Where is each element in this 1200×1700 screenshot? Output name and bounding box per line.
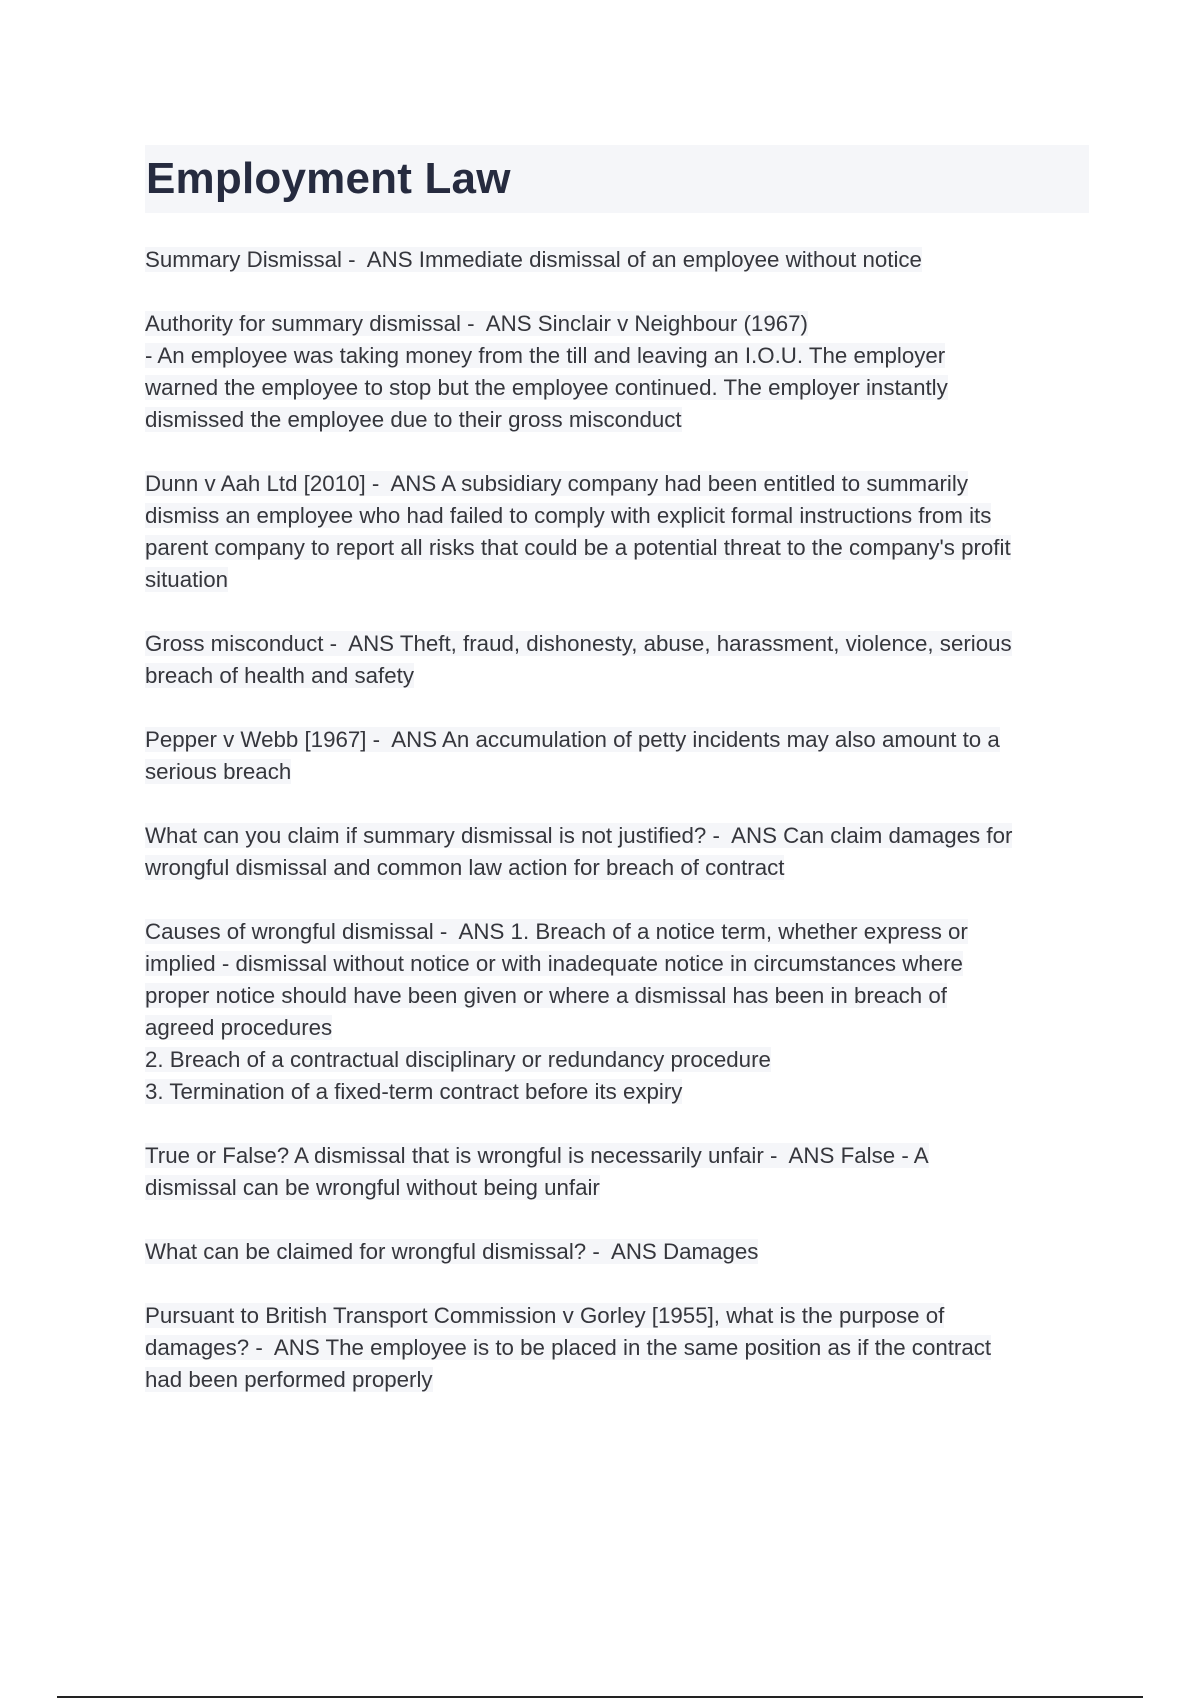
qa-line: What can be claimed for wrongful dismissal? - ANS Damages xyxy=(145,1239,759,1264)
qa-item xyxy=(145,820,1089,884)
qa-line: parent company to report all risks that could be a potential threat to the company's profit xyxy=(145,535,1011,560)
qa-line: Gross misconduct - ANS Theft, fraud, dishonesty, abuse, harassment, violence, serious xyxy=(145,631,1012,656)
title-bar xyxy=(145,145,1089,213)
qa-line: agreed procedures xyxy=(145,1015,333,1040)
qa-item xyxy=(145,244,1089,276)
qa-item xyxy=(145,308,1089,436)
qa-line: dismiss an employee who had failed to comply with explicit formal instructions from its xyxy=(145,503,992,528)
qa-line: What can you claim if summary dismissal is not justified? - ANS Can claim damages for xyxy=(145,823,1013,848)
footer-divider xyxy=(57,1696,1143,1698)
qa-line: Pepper v Webb [1967] - ANS An accumulation of petty incidents may also amount to a xyxy=(145,727,1000,752)
qa-line: had been performed properly xyxy=(145,1367,433,1392)
qa-line: wrongful dismissal and common law action for breach of contract xyxy=(145,855,785,880)
qa-line: serious breach xyxy=(145,759,292,784)
qa-line: Summary Dismissal - ANS Immediate dismissal of an employee without notice xyxy=(145,247,922,272)
qa-item xyxy=(145,1236,1089,1268)
qa-line: - An employee was taking money from the till and leaving an I.O.U. The employer xyxy=(145,343,946,368)
qa-item xyxy=(145,468,1089,596)
qa-line: dismissed the employee due to their gross misconduct xyxy=(145,407,682,432)
qa-line: 3. Termination of a fixed-term contract before its expiry xyxy=(145,1079,683,1104)
qa-line: warned the employee to stop but the employee continued. The employer instantly xyxy=(145,375,948,400)
qa-line: implied - dismissal without notice or with inadequate notice in circumstances where xyxy=(145,951,963,976)
qa-item xyxy=(145,916,1089,1108)
qa-list xyxy=(145,244,1089,1428)
qa-item xyxy=(145,1140,1089,1204)
qa-line: 2. Breach of a contractual disciplinary or redundancy procedure xyxy=(145,1047,771,1072)
qa-item xyxy=(145,724,1089,788)
qa-item xyxy=(145,1300,1089,1396)
qa-line: Pursuant to British Transport Commission v Gorley [1955], what is the purpose of xyxy=(145,1303,945,1328)
qa-line: Dunn v Aah Ltd [2010] - ANS A subsidiary company had been entitled to summarily xyxy=(145,471,968,496)
qa-item xyxy=(145,628,1089,692)
qa-line: Authority for summary dismissal - ANS Sinclair v Neighbour (1967) xyxy=(145,311,808,336)
qa-line: situation xyxy=(145,567,229,592)
qa-line: dismissal can be wrongful without being unfair xyxy=(145,1175,600,1200)
qa-line: proper notice should have been given or where a dismissal has been in breach of xyxy=(145,983,947,1008)
qa-line: breach of health and safety xyxy=(145,663,414,688)
page-title: Employment Law xyxy=(146,154,511,203)
qa-line: damages? - ANS The employee is to be placed in the same position as if the contract xyxy=(145,1335,992,1360)
qa-line: True or False? A dismissal that is wrongful is necessarily unfair - ANS False - A xyxy=(145,1143,929,1168)
qa-line: Causes of wrongful dismissal - ANS 1. Breach of a notice term, whether express or xyxy=(145,919,968,944)
